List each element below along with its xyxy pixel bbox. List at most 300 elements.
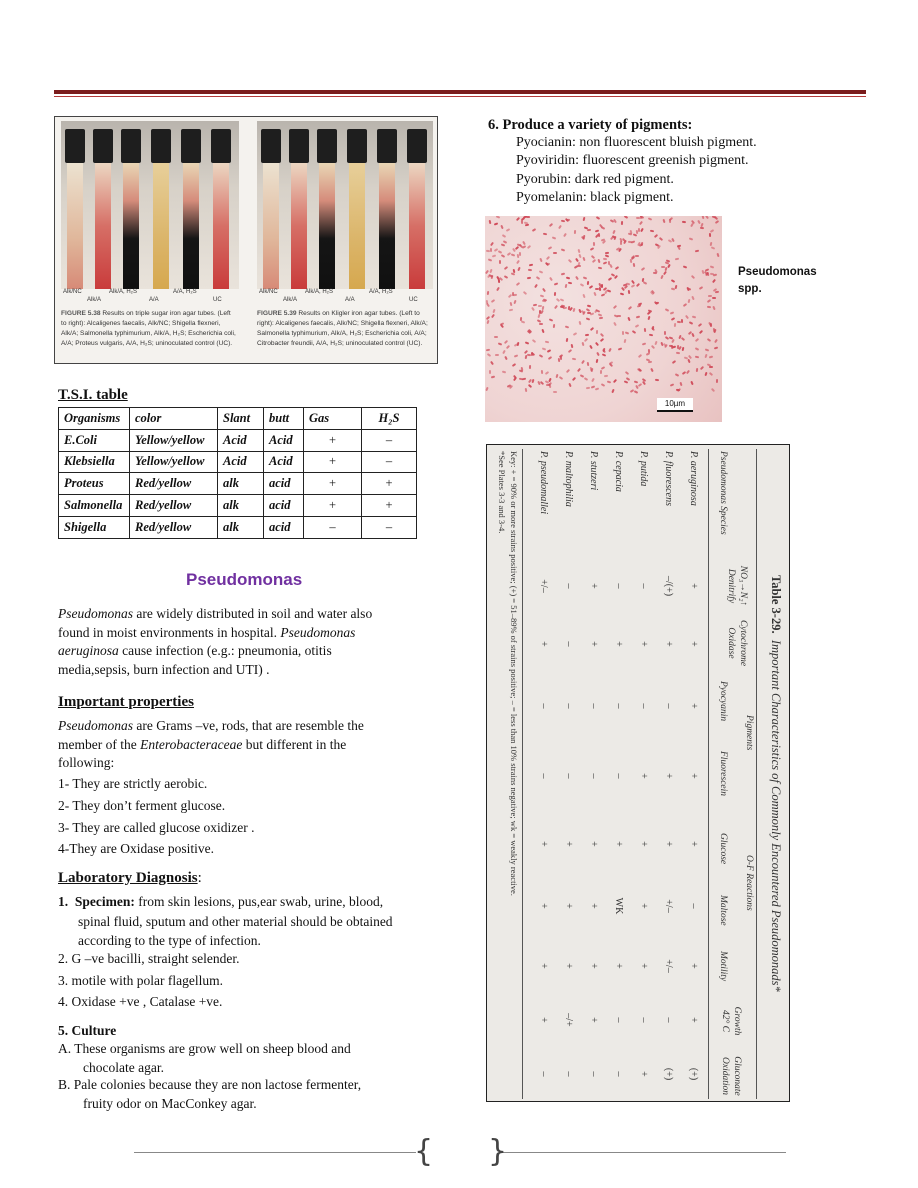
bacterium-mark [631,284,635,288]
bacterium-mark [559,376,563,380]
section-heading: Pseudomonas [186,570,303,589]
bacterium-mark [714,339,718,343]
bacterium-mark [512,363,516,367]
bacterium-mark [642,342,646,345]
bacterium-mark [630,259,633,263]
bacterium-mark [584,338,588,342]
culture-title: 5. Culture [58,1023,117,1038]
bacterium-mark [574,230,576,234]
table-cell: acid [264,516,304,538]
table-cell: – [563,703,574,709]
bacterium-mark [496,287,500,291]
bacterium-mark [527,277,531,280]
table-cell: – [538,703,549,709]
bacterium-mark [679,382,682,386]
bacterium-mark [618,347,622,350]
bacterium-mark [546,384,550,386]
table-row [59,495,417,517]
bacterium-mark [490,248,492,252]
bacterium-mark [692,316,696,319]
bacterium-mark [663,271,667,275]
table-cell: + [588,963,599,969]
bacterium-mark [506,228,510,232]
table-header: Growth 42° C [720,1006,742,1036]
table-header: O-F Reactions [744,855,754,911]
table-title: Table 3-29. Important Characteristics of Commonly Encountered Pseudomonads* [769,575,783,992]
tube [289,129,309,289]
bacterium-mark [511,253,515,256]
bacterium-mark [561,273,565,276]
bacterium-mark [638,354,642,358]
table-cell: + [538,903,549,909]
bacterium-mark [502,371,506,374]
bacterium-mark [593,292,596,296]
micrograph-image [485,216,722,422]
bacterium-mark [612,230,616,234]
bacterium-mark [496,216,500,219]
bacterium-mark [613,219,617,223]
bacterium-mark [589,345,593,349]
bacterium-mark [561,248,565,251]
bacterium-mark [615,266,619,270]
bacterium-mark [587,281,589,285]
table-cell: + [304,451,362,473]
bacterium-mark [674,323,676,327]
bacterium-mark [534,284,538,288]
header-rule-thin [54,96,866,97]
table-header: Cytochrome Oxidase [726,619,748,667]
bacterium-mark [513,377,517,381]
figure-caption-2: FIGURE 5.39 Results on Kligler iron agar tubes. (Left to right): Alcaligenes faecalis, Alk/NC; Shigella flexneri, Alk/A; Salmonella typhimurium, Alk/A, H₂S; Escherichia coli, A/A; Citrobacter freundii, A/A, H₂S; uninoculated control (UC). [257,310,428,347]
bacterium-mark [611,273,615,277]
bacterium-mark [636,316,640,319]
bacterium-mark [501,254,505,258]
bacterium-mark [690,381,693,385]
bacterium-mark [589,285,593,289]
table-cell: + [688,703,699,709]
pigment-line: Pyoviridin: fluorescent greenish pigment. [516,153,749,168]
bacterium-mark [607,380,611,383]
bacterium-mark [635,255,639,257]
bacterium-mark [547,349,551,353]
bacterium-mark [682,221,686,223]
table-cell: Klebsiella [59,451,130,473]
bacterium-mark [635,324,639,328]
bacterium-mark [553,324,556,328]
table-cell: + [304,429,362,451]
footer-rule-right [500,1152,786,1153]
bacterium-mark [486,320,489,324]
bacterium-mark [528,269,532,271]
bacterium-mark [716,379,718,383]
bacterium-mark [566,277,570,280]
bacterium-mark [568,383,571,387]
bacterium-mark [655,379,659,381]
table-cell: acid [264,473,304,495]
tube [407,129,427,289]
bacterium-mark [566,338,569,342]
bacterium-mark [521,220,523,224]
bacterium-mark [578,321,581,325]
table-cell: Shigella [59,516,130,538]
bacterium-mark [492,254,496,257]
bacterium-mark [709,366,713,368]
bacterium-mark [491,299,495,303]
bacterium-mark [539,354,543,358]
bacterium-mark [655,243,659,246]
table-cell: + [663,841,674,847]
tsi-table-title: T.S.I. table [58,387,128,403]
bacterium-mark [566,369,570,373]
bacterium-mark [669,219,671,223]
bacterium-mark [654,234,658,238]
list-item: 4. Oxidase +ve , Catalase +ve. [58,994,223,1009]
bacterium-mark [504,275,508,279]
tsi-tubes-photo [61,121,239,289]
bacterium-mark [686,370,690,374]
tube [181,129,201,289]
bacterium-mark [651,327,655,331]
bacterium-mark [532,228,536,232]
bacterium-mark [494,336,498,338]
bacterium-mark [491,314,495,318]
tube [121,129,141,289]
table-cell: + [588,903,599,909]
table-cell: – [638,583,649,589]
bacterium-mark [689,237,693,240]
bacterium-mark [634,380,638,383]
bacterium-mark [528,384,532,388]
bacterium-mark [697,220,701,224]
table-cell: + [663,773,674,779]
table-cell: Red/yellow [130,495,218,517]
table-cell: Red/yellow [130,473,218,495]
table-cell: + [688,963,699,969]
bacterium-mark [536,276,540,280]
bacterium-mark [628,290,631,294]
bacterium-mark [683,303,687,307]
bacterium-mark [700,366,704,370]
bacterium-mark [541,329,544,333]
table-cell: – [362,516,417,538]
bacterium-mark [611,389,614,393]
table-header: Slant [218,408,264,430]
table-cell: – [663,1017,674,1023]
table-cell: – [688,903,699,909]
bacterium-mark [651,345,655,349]
bacterium-mark [702,216,705,219]
figure-caption-1: FIGURE 5.38 Results on triple sugar iron agar tubes. (Left to right): Alcaligenes faecalis, Alk/NC; Shigella flexneri, Alk/A; Salmonella typhimurium, Alk/A, H₂S; Escherichia coli, A/A; Proteus vulgaris, A/A, H₂S; uninoculated control (UC). [61,310,236,347]
table-cell: + [563,903,574,909]
bacterium-mark [523,291,527,295]
bacterium-mark [513,300,516,304]
bacterium-mark [695,347,699,351]
bacterium-mark [677,345,679,349]
bacterium-mark [575,276,579,280]
bacterium-mark [540,310,544,314]
table-cell: – [304,516,362,538]
bacterium-mark [537,314,540,318]
table-cell: – [563,583,574,589]
table-header-row [59,408,417,430]
bacterium-mark [601,366,605,370]
bacterium-mark [638,228,640,232]
bacterium-mark [599,317,603,320]
culture-b: B. Pale colonies because they are non lactose fermenter, fruity odor on MacConkey agar. [58,1077,362,1111]
table-cell: + [638,903,649,909]
bacterium-mark [595,342,599,346]
bacterium-mark [492,309,495,313]
bacterium-mark [580,283,584,287]
bacterium-mark [586,317,590,320]
bacterium-mark [624,380,628,383]
table-cell: + [588,583,599,589]
bacterium-mark [664,344,668,348]
bacterium-mark [601,383,605,387]
bacterium-mark [587,362,590,366]
table-cell: + [688,1017,699,1023]
tube [261,129,281,289]
bacterium-mark [683,265,687,268]
table-row-label: P. maltophilia [563,451,574,507]
table-cell: – [613,773,624,779]
table-row-label: P. cepacia [613,451,624,492]
bacterium-mark [689,321,693,325]
bacterium-mark [568,282,572,285]
bacterium-mark [499,260,501,264]
table-header: butt [264,408,304,430]
bacterium-mark [621,221,623,225]
bacterium-mark [554,292,556,296]
bacterium-mark [533,304,537,307]
table-cell: + [613,963,624,969]
bacterium-mark [600,333,604,337]
bacterium-mark [591,368,594,372]
bacterium-mark [714,346,718,349]
bacterium-mark [685,315,689,319]
bacterium-mark [647,316,650,320]
bacterium-mark [677,388,681,392]
table-cell: – [638,703,649,709]
bacterium-mark [529,264,533,267]
bacterium-mark [516,282,520,286]
bacterium-mark [631,240,635,243]
bacterium-mark [640,228,644,232]
bacterium-mark [502,350,506,354]
bacterium-mark [700,227,704,229]
tube [347,129,367,289]
table-cell: + [613,641,624,647]
table-cell: Yellow/yellow [130,429,218,451]
footer-rule-left [134,1152,416,1153]
bacterium-mark [595,288,599,290]
bacterium-mark [563,233,567,237]
bacterium-mark [578,254,581,258]
rule [708,449,709,1099]
tube [93,129,113,289]
bacterium-mark [620,292,624,295]
properties-paragraph: Pseudomonas are Grams –ve, rods, that are resemble the member of the Enterobacteraceae but different in the following: [58,718,364,770]
bacterium-mark [590,247,594,251]
table-header: Pigments [744,715,754,751]
bacterium-mark [671,288,675,291]
header-rule [54,90,866,94]
bacterium-mark [553,252,557,254]
tube [65,129,85,289]
bacterium-mark [614,314,618,317]
bacterium-mark [710,229,714,233]
bacterium-mark [705,216,709,219]
bacterium-mark [572,308,575,312]
table-cell: + [613,841,624,847]
bacterium-mark [596,359,599,363]
bacterium-mark [549,223,553,227]
table-cell: Acid [218,429,264,451]
bacterium-mark [490,361,494,365]
bacterium-mark [672,360,676,364]
list-item: 3- They are called glucose oxidizer . [58,820,255,835]
bacterium-mark [532,339,536,343]
table-cell: Acid [218,451,264,473]
bacterium-mark [593,242,595,246]
bacterium-mark [540,294,544,297]
characteristics-table-image [486,444,790,1102]
rule [756,449,757,1099]
bacterium-mark [624,339,627,343]
bacterium-mark [641,242,644,246]
properties-title: Important properties [58,694,194,710]
table-cell: +/– [538,579,549,593]
bacterium-mark [590,327,594,331]
bacterium-mark [545,341,549,344]
table-cell: + [688,641,699,647]
bacterium-mark [691,275,695,279]
bacterium-mark [504,340,508,344]
rule [522,449,523,1099]
bacterium-mark [602,353,606,356]
bacterium-mark [509,309,513,312]
footer-right-brace: } [488,1134,508,1169]
bacterium-mark [716,253,719,257]
table-cell: + [638,773,649,779]
table-cell: + [688,773,699,779]
bacterium-mark [644,328,646,332]
table-header: Gas [304,408,362,430]
characteristics-table [487,445,790,1102]
bacterium-mark [584,377,588,381]
table-cell: + [688,841,699,847]
bacterium-mark [545,371,549,375]
table-cell: – [613,1017,624,1023]
table-cell: – [588,1071,599,1077]
bacterium-mark [525,224,529,227]
table-cell: Yellow/yellow [130,451,218,473]
table-header: Organisms [59,408,130,430]
bacterium-mark [603,261,607,264]
bacterium-mark [600,370,602,374]
bacterium-mark [525,388,528,392]
bacterium-mark [711,388,715,392]
bacterium-mark [709,233,711,237]
bacterium-mark [568,259,572,263]
bacterium-mark [539,258,542,262]
bacterium-mark [712,279,716,283]
bacterium-mark [539,270,543,273]
bacterium-mark [712,306,715,310]
table-cell: + [638,1071,649,1077]
bacterium-mark [613,236,616,240]
bacterium-mark [705,348,709,351]
bacterium-mark [691,333,695,337]
pigment-line: Pyomelanin: black pigment. [516,190,674,205]
bacterium-mark [709,372,713,376]
bacterium-mark [542,306,545,310]
table-cell: – [362,429,417,451]
bacterium-mark [707,338,711,342]
bacterium-mark [707,299,711,303]
table-cell: – [638,1017,649,1023]
table-header: NO₃→N₂↑ Denitrify [726,565,748,607]
table-header: Motility [718,951,728,982]
table-cell: –/(+) [663,575,674,597]
bacterium-mark [513,294,517,297]
table-cell: Red/yellow [130,516,218,538]
bacterium-mark [560,298,564,301]
bacterium-mark [675,373,679,377]
bacterium-mark [633,263,636,267]
bacterium-mark [598,233,600,237]
bacterium-mark [548,246,552,250]
bacterium-mark [546,256,550,260]
table-cell: – [588,773,599,779]
bacterium-mark [623,240,627,244]
bacterium-mark [648,217,652,220]
bacterium-mark [522,378,526,381]
bacterium-mark [671,317,675,321]
bacterium-mark [490,242,494,246]
list-item: 2- They don’t ferment glucose. [58,798,226,813]
bacterium-mark [608,348,612,352]
bacterium-mark [715,291,719,294]
bacterium-mark [511,272,515,275]
table-cell: + [304,495,362,517]
bacterium-mark [622,331,624,335]
bacterium-mark [573,332,577,336]
bacterium-mark [506,345,510,349]
bacterium-mark [500,225,503,229]
bacterium-mark [601,293,605,296]
table-cell: + [638,641,649,647]
bacterium-mark [597,259,600,263]
bacterium-mark [541,370,543,374]
bacterium-mark [521,367,524,371]
table-cell: + [538,1017,549,1023]
bacterium-mark [582,294,585,298]
table-cell: + [663,641,674,647]
bacterium-mark [504,266,508,270]
bacterium-mark [525,355,528,359]
bacterium-mark [595,387,599,390]
bacterium-mark [713,329,716,333]
bacterium-mark [634,390,638,394]
tsi-table [58,407,417,539]
bacterium-mark [696,368,699,372]
table-cell: +/– [663,899,674,913]
bacterium-mark [494,222,498,225]
bacterium-mark [587,305,591,308]
table-cell: (+) [688,1067,699,1081]
bacterium-mark [525,341,529,344]
